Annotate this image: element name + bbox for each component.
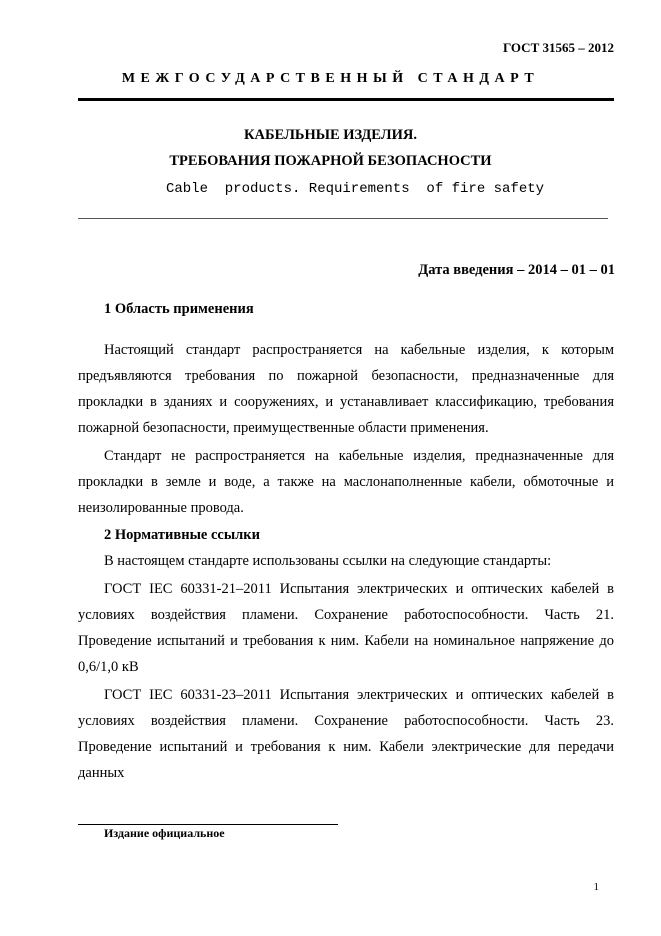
introduction-date: Дата введения – 2014 – 01 – 01 [418,262,615,278]
header-divider [78,98,614,101]
section-1-paragraph-1: Настоящий стандарт распространяется на кабельные изделия, к которым предъявляются требования по пожарной безопасности, предназначенные для прокладки в зданиях и сооружениях, и устанавливает классификацию, требования пожарной безопасности, преимущественные области применения. [78,342,614,436]
section-2-paragraph-1: В настоящем стандарте использованы ссылки на следующие стандарты: [104,553,552,569]
page-number: 1 [593,881,599,893]
title-divider [78,218,608,219]
title-line-1: КАБЕЛЬНЫЕ ИЗДЕЛИЯ. [244,127,417,143]
section-2-heading: 2 Нормативные ссылки [104,527,260,543]
standard-type-heading: МЕЖГОСУДАРСТВЕННЫЙ СТАНДАРТ [121,71,540,86]
english-title: Cable products. Requirements of fire safety [165,181,545,197]
section-2-reference-2: ГОСТ IEC 60331-23–2011 Испытания электрических и оптических кабелей в условиях воздействия пламени. Сохранение работоспособности. Часть 23. Проведение испытаний и требования к ним. Кабели электрические для передачи данных [78,687,614,781]
section-2-reference-1: ГОСТ IEC 60331-21–2011 Испытания электрических и оптических кабелей в условиях воздействия пламени. Сохранение работоспособности. Часть 21. Проведение испытаний и требования к ним. Кабели на номинальное напряжение до 0,6/1,0 кВ [78,581,614,675]
footer-divider [78,824,338,825]
official-edition-label: Издание официальное [104,826,225,840]
title-line-2: ТРЕБОВАНИЯ ПОЖАРНОЙ БЕЗОПАСНОСТИ [169,153,492,169]
section-1-paragraph-2: Стандарт не распространяется на кабельные изделия, предназначенные для прокладки в земле и воде, а также на маслонаполненные кабели, обмоточные и неизолированные провода. [78,448,614,516]
section-1-heading: 1 Область применения [104,301,254,317]
document-code: ГОСТ 31565 – 2012 [502,40,614,55]
